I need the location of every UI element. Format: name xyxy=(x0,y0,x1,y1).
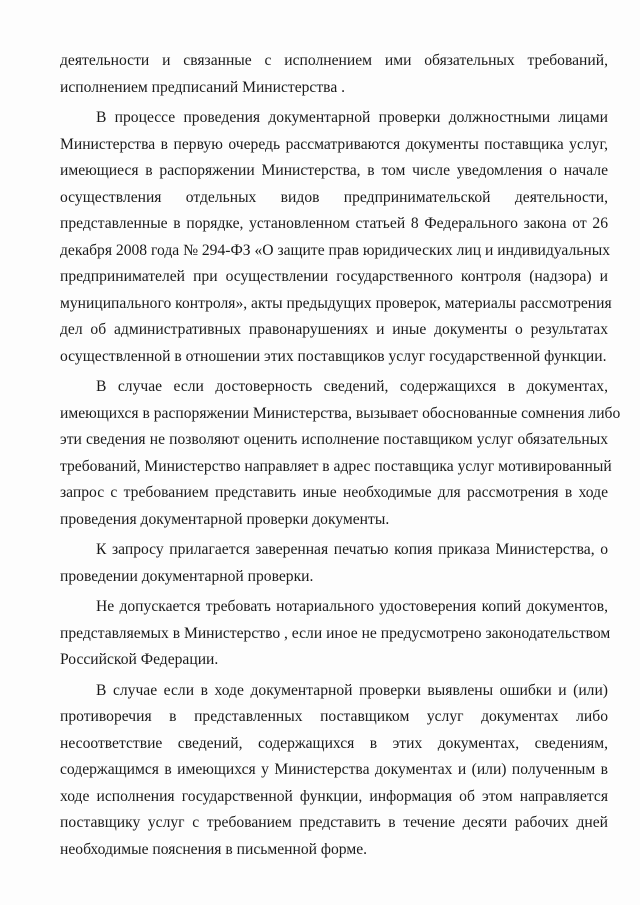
text-line: В случае если достоверность сведений, содержащихся в документах, xyxy=(96,378,608,395)
paragraph-2 xyxy=(60,105,612,370)
text-line: несоответствие сведений, содержащихся в этих документах, сведениям, xyxy=(60,734,608,752)
text-line: осуществленной в отношении этих поставщиков услуг государственной функции. xyxy=(60,347,607,365)
text-line: исполнением предписаний Министерства . xyxy=(60,78,346,96)
text-line: необходимые пояснения в письменной форме. xyxy=(60,840,368,858)
text-line: В случае если в ходе документарной проверки выявлены ошибки и (или) xyxy=(96,681,608,699)
text-line: осуществления отдельных видов предпринимательской деятельности, xyxy=(60,188,608,206)
text-line: требований, Министерство направляет в адрес поставщика услуг мотивированный xyxy=(60,457,612,475)
paragraph-5 xyxy=(60,594,611,674)
text-line: содержащимся в имеющихся у Министерства документах и (или) полученным в xyxy=(60,761,608,778)
text-line: имеющихся в распоряжении Министерства, вызывает обоснованные сомнения либо xyxy=(60,404,621,422)
text-line: ходе исполнения государственной функции, информация об этом направляется xyxy=(60,787,608,805)
text-line: муниципального контроля», акты предыдущих проверок, материалы рассмотрения xyxy=(60,294,612,312)
paragraph-3 xyxy=(60,374,621,533)
text-line: запрос с требованием представить иные необходимые для рассмотрения в ходе xyxy=(60,484,608,501)
text-line: противоречия в представленных поставщиком услуг документах либо xyxy=(60,708,608,725)
text-line: Российской Федерации. xyxy=(60,651,219,668)
text-line: представляемых в Министерство , если иное не предусмотрено законодательством xyxy=(60,624,611,642)
document-body xyxy=(60,48,621,863)
paragraph-4 xyxy=(60,537,608,590)
text-line: проведения документарной проверки документы. xyxy=(60,510,390,528)
text-line: В процессе проведения документарной проверки должностными лицами xyxy=(96,109,608,126)
text-line: Министерства в первую очередь рассматриваются документы поставщика услуг, xyxy=(60,135,608,153)
text-line: представленные в порядке, установленном статьей 8 Федерального закона от 26 xyxy=(60,215,608,232)
text-line: предпринимателей при осуществлении государственного контроля (надзора) и xyxy=(60,268,608,285)
text-line: декабря 2008 года № 294-ФЗ «О защите прав юридических лиц и индивидуальных xyxy=(60,241,610,259)
paragraph-1 xyxy=(60,48,608,101)
text-line: Не допускается требовать нотариального удостоверения копий документов, xyxy=(96,598,608,615)
text-line: дел об административных правонарушениях и иные документы о результатах xyxy=(60,321,608,338)
text-line: эти сведения не позволяют оценить исполнение поставщиком услуг обязательных xyxy=(60,431,608,448)
text-line: проведении документарной проверки. xyxy=(60,567,314,585)
paragraph-6 xyxy=(60,678,608,864)
text-line: имеющиеся в распоряжении Министерства, в том числе уведомления о начале xyxy=(60,162,608,179)
text-line: деятельности и связанные с исполнением ими обязательных требований, xyxy=(60,52,608,69)
text-line: К запросу прилагается заверенная печатью копия приказа Министерства, о xyxy=(96,541,608,558)
text-line: поставщику услуг с требованием представить в течение десяти рабочих дней xyxy=(60,814,608,831)
